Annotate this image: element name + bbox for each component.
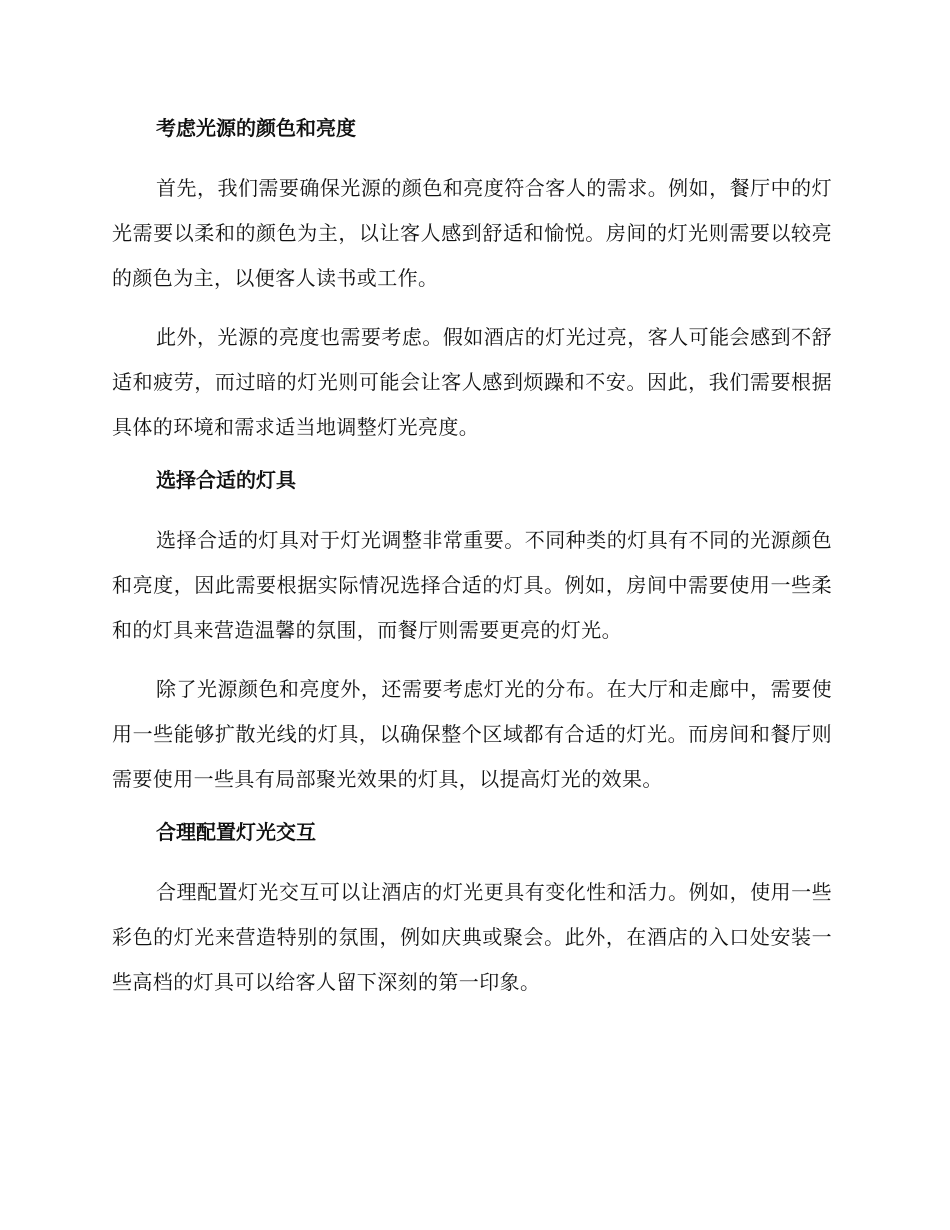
section-heading: 选择合适的灯具 bbox=[156, 468, 296, 492]
document-page bbox=[112, 112, 832, 1005]
paragraph: 除了光源颜色和亮度外，还需要考虑灯光的分布。在大厅和走廊中，需要使用一些能够扩散光线的灯具，以确保整个区域都有合适的灯光。而房间和餐厅则需要使用一些具有局部聚光效果的灯具，以提高灯光的效果。 bbox=[112, 677, 832, 791]
section-heading: 考虑光源的颜色和亮度 bbox=[156, 116, 356, 140]
paragraph: 此外，光源的亮度也需要考虑。假如酒店的灯光过亮，客人可能会感到不舒适和疲劳，而过暗的灯光则可能会让客人感到烦躁和不安。因此，我们需要根据具体的环境和需求适当地调整灯光亮度。 bbox=[112, 325, 832, 439]
paragraph: 合理配置灯光交互可以让酒店的灯光更具有变化性和活力。例如，使用一些彩色的灯光来营造特别的氛围，例如庆典或聚会。此外，在酒店的入口处安装一些高档的灯具可以给客人留下深刻的第一印象。 bbox=[112, 880, 832, 994]
section-heading: 合理配置灯光交互 bbox=[156, 820, 316, 844]
paragraph: 选择合适的灯具对于灯光调整非常重要。不同种类的灯具有不同的光源颜色和亮度，因此需要根据实际情况选择合适的灯具。例如，房间中需要使用一些柔和的灯具来营造温馨的氛围，而餐厅则需要更亮的灯光。 bbox=[112, 528, 832, 642]
paragraph: 首先，我们需要确保光源的颜色和亮度符合客人的需求。例如，餐厅中的灯光需要以柔和的颜色为主，以让客人感到舒适和愉悦。房间的灯光则需要以较亮的颜色为主，以便客人读书或工作。 bbox=[112, 176, 832, 290]
